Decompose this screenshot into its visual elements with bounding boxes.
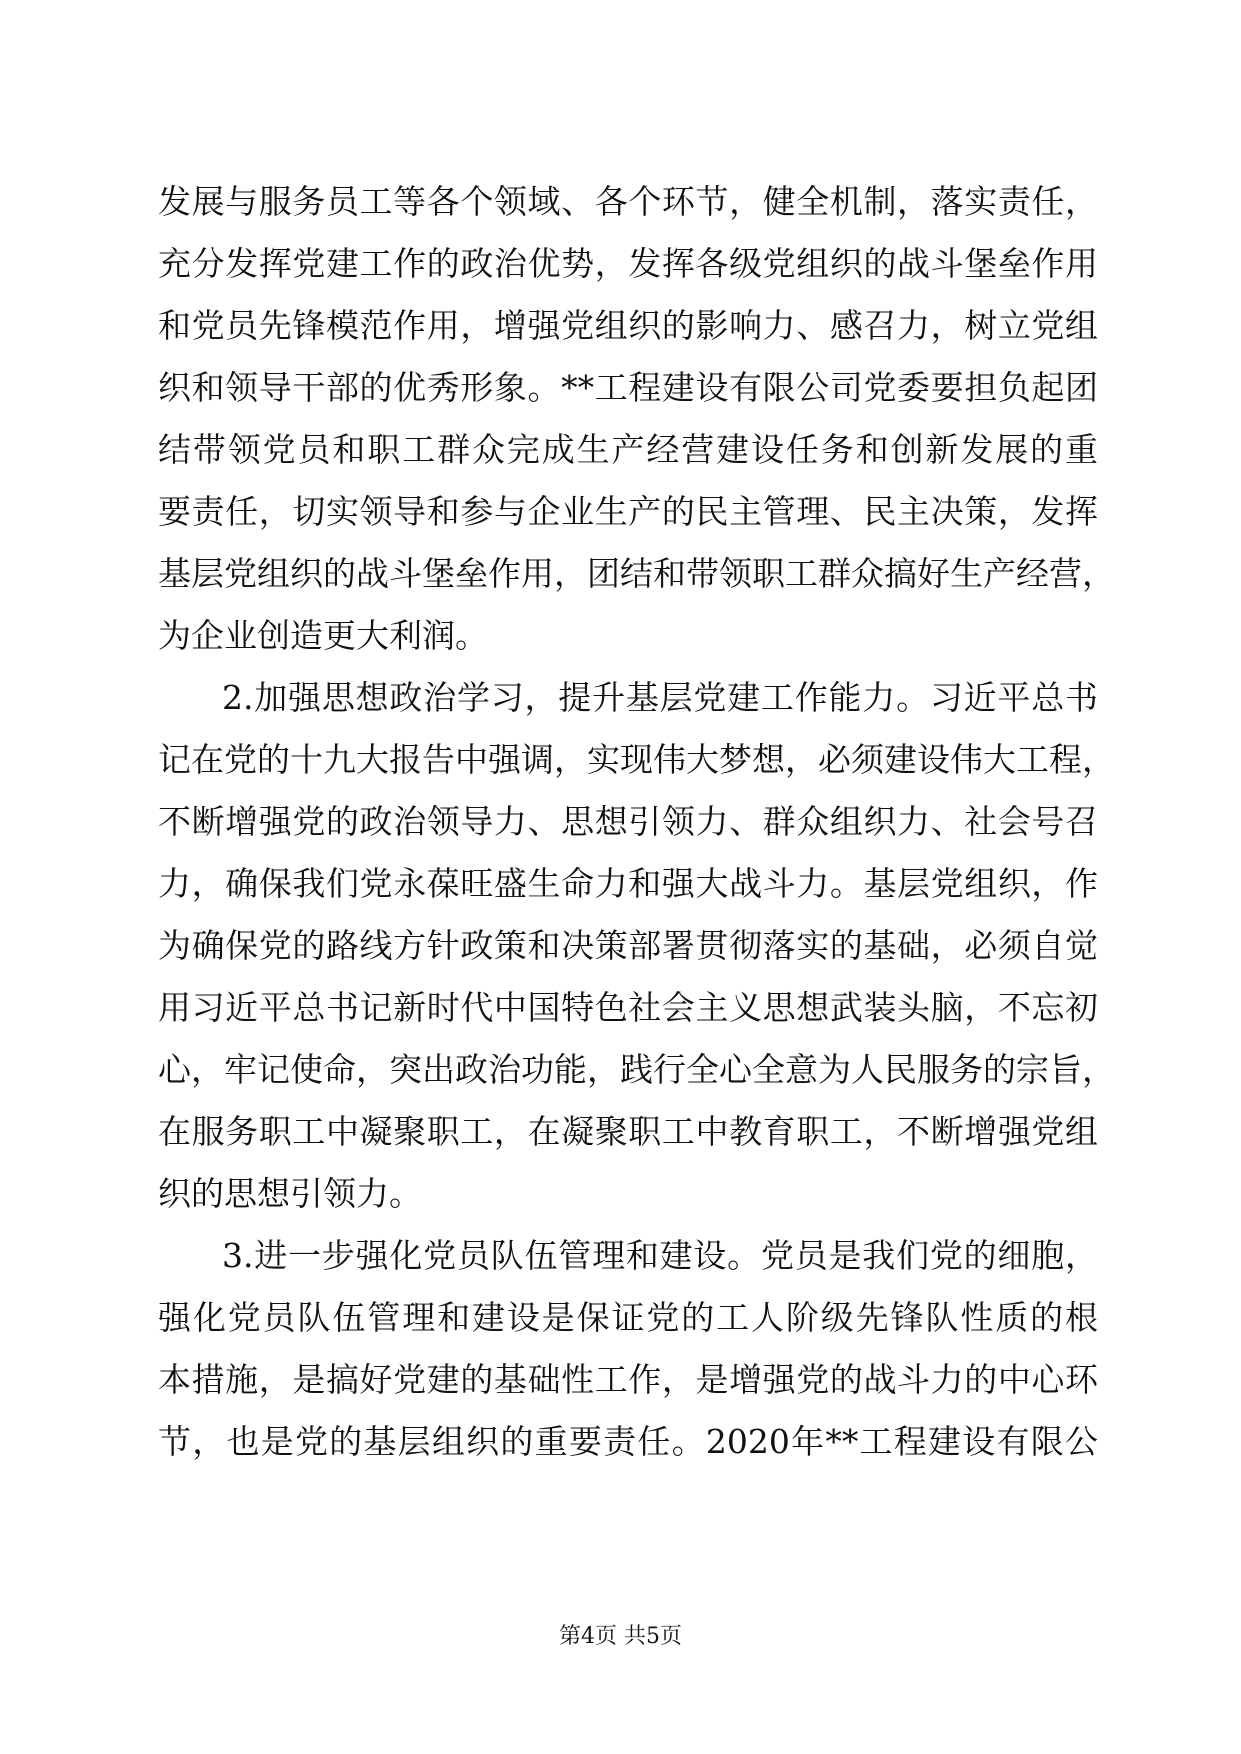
text-line-1: 发展与服务员工等各个领域、各个环节，健全机制，落实责任， bbox=[158, 182, 1098, 221]
text-line-6: 要责任，切实领导和参与企业生产的民主管理、民主决策，发挥 bbox=[158, 492, 1098, 531]
text-line-11: 不断增强党的政治领导力、思想引领力、群众组织力、社会号召 bbox=[158, 802, 1098, 841]
text-line-8: 为企业创造更大利润。 bbox=[158, 616, 488, 655]
text-line-16: 在服务职工中凝聚职工，在凝聚职工中教育职工，不断增强党组 bbox=[158, 1112, 1098, 1151]
text-line-19: 强化党员队伍管理和建设是保证党的工人阶级先锋队性质的根 bbox=[158, 1298, 1098, 1337]
text-line-4: 织和领导干部的优秀形象。**工程建设有限公司党委要担负起团 bbox=[158, 368, 1098, 407]
text-line-5: 结带领党员和职工群众完成生产经营建设任务和创新发展的重 bbox=[158, 430, 1098, 469]
text-line-14: 用习近平总书记新时代中国特色社会主义思想武装头脑，不忘初 bbox=[158, 988, 1098, 1027]
text-line-13: 为确保党的路线方针政策和决策部署贯彻落实的基础，必须自觉 bbox=[158, 926, 1098, 965]
text-line-10: 记在党的十九大报告中强调，实现伟大梦想，必须建设伟大工程， bbox=[158, 740, 1115, 779]
text-line-7: 基层党组织的战斗堡垒作用，团结和带领职工群众搞好生产经营， bbox=[158, 554, 1115, 593]
text-line-9: 2.加强思想政治学习，提升基层党建工作能力。习近平总书 bbox=[222, 678, 1098, 717]
text-line-20: 本措施，是搞好党建的基础性工作，是增强党的战斗力的中心环 bbox=[158, 1360, 1098, 1399]
text-line-12: 力，确保我们党永葆旺盛生命力和强大战斗力。基层党组织，作 bbox=[158, 864, 1098, 903]
text-line-21: 节，也是党的基层组织的重要责任。2020年**工程建设有限公 bbox=[158, 1422, 1098, 1461]
text-line-3: 和党员先锋模范作用，增强党组织的影响力、感召力，树立党组 bbox=[158, 306, 1098, 345]
text-line-17: 织的思想引领力。 bbox=[158, 1174, 422, 1213]
page-footer: 第4页 共5页 bbox=[559, 1624, 682, 1649]
text-line-18: 3.进一步强化党员队伍管理和建设。党员是我们党的细胞， bbox=[222, 1236, 1098, 1275]
text-line-15: 心，牢记使命，突出政治功能，践行全心全意为人民服务的宗旨， bbox=[158, 1050, 1115, 1089]
text-line-2: 充分发挥党建工作的政治优势，发挥各级党组织的战斗堡垒作用 bbox=[158, 244, 1098, 283]
